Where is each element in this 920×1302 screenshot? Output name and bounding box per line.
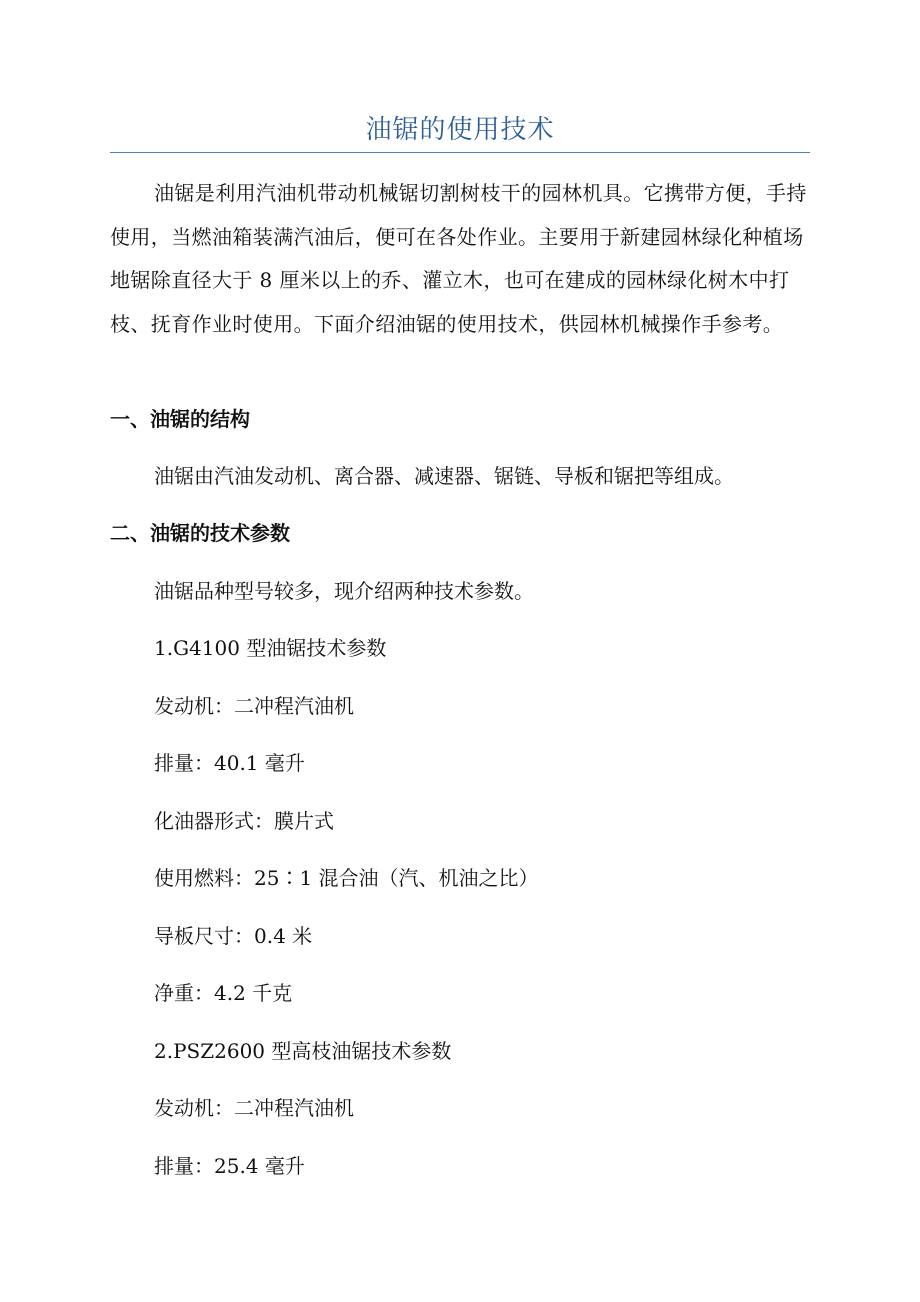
model-psz2600-heading: 2.PSZ2600 型高枝油锯技术参数	[154, 1039, 452, 1063]
spec-line: 化油器形式：膜片式	[154, 809, 334, 833]
structure-text: 油锯由汽油发动机、离合器、减速器、锯链、导板和锯把等组成。	[154, 464, 734, 488]
parameters-intro-line: 油锯品种型号较多，现介绍两种技术参数。	[154, 579, 534, 603]
spec-line: 导板尺寸：0.4 米	[154, 924, 313, 948]
model-g4100-heading: 1.G4100 型油锯技术参数	[154, 636, 387, 660]
spec-line: 排量：25.4 毫升	[154, 1154, 305, 1178]
title-underline	[110, 152, 810, 153]
section-heading-structure: 一、油锯的结构	[110, 407, 250, 431]
intro-paragraph: 油锯是利用汽油机带动机械锯切割树枝干的园林机具。它携带方便，手持使用，当燃油箱装满汽油后，便可在各处作业。主要用于新建园林绿化种植场地锯除直径大于 8 厘米以上的乔、灌立木，也可在建成的园林绿化树木中打枝、抚育作业时使用。下面介绍油锯的使用技术，供园林机械操作手参考。	[110, 181, 807, 336]
spec-line: 发动机：二冲程汽油机	[154, 1096, 354, 1120]
spec-line: 发动机：二冲程汽油机	[154, 694, 354, 718]
spec-line: 使用燃料：25∶1 混合油（汽、机油之比）	[154, 866, 539, 890]
spec-line: 排量：40.1 毫升	[154, 751, 305, 775]
document-title: 油锯的使用技术	[365, 115, 555, 145]
section-heading-parameters: 二、油锯的技术参数	[110, 521, 290, 545]
spec-line: 净重：4.2 千克	[154, 981, 293, 1005]
